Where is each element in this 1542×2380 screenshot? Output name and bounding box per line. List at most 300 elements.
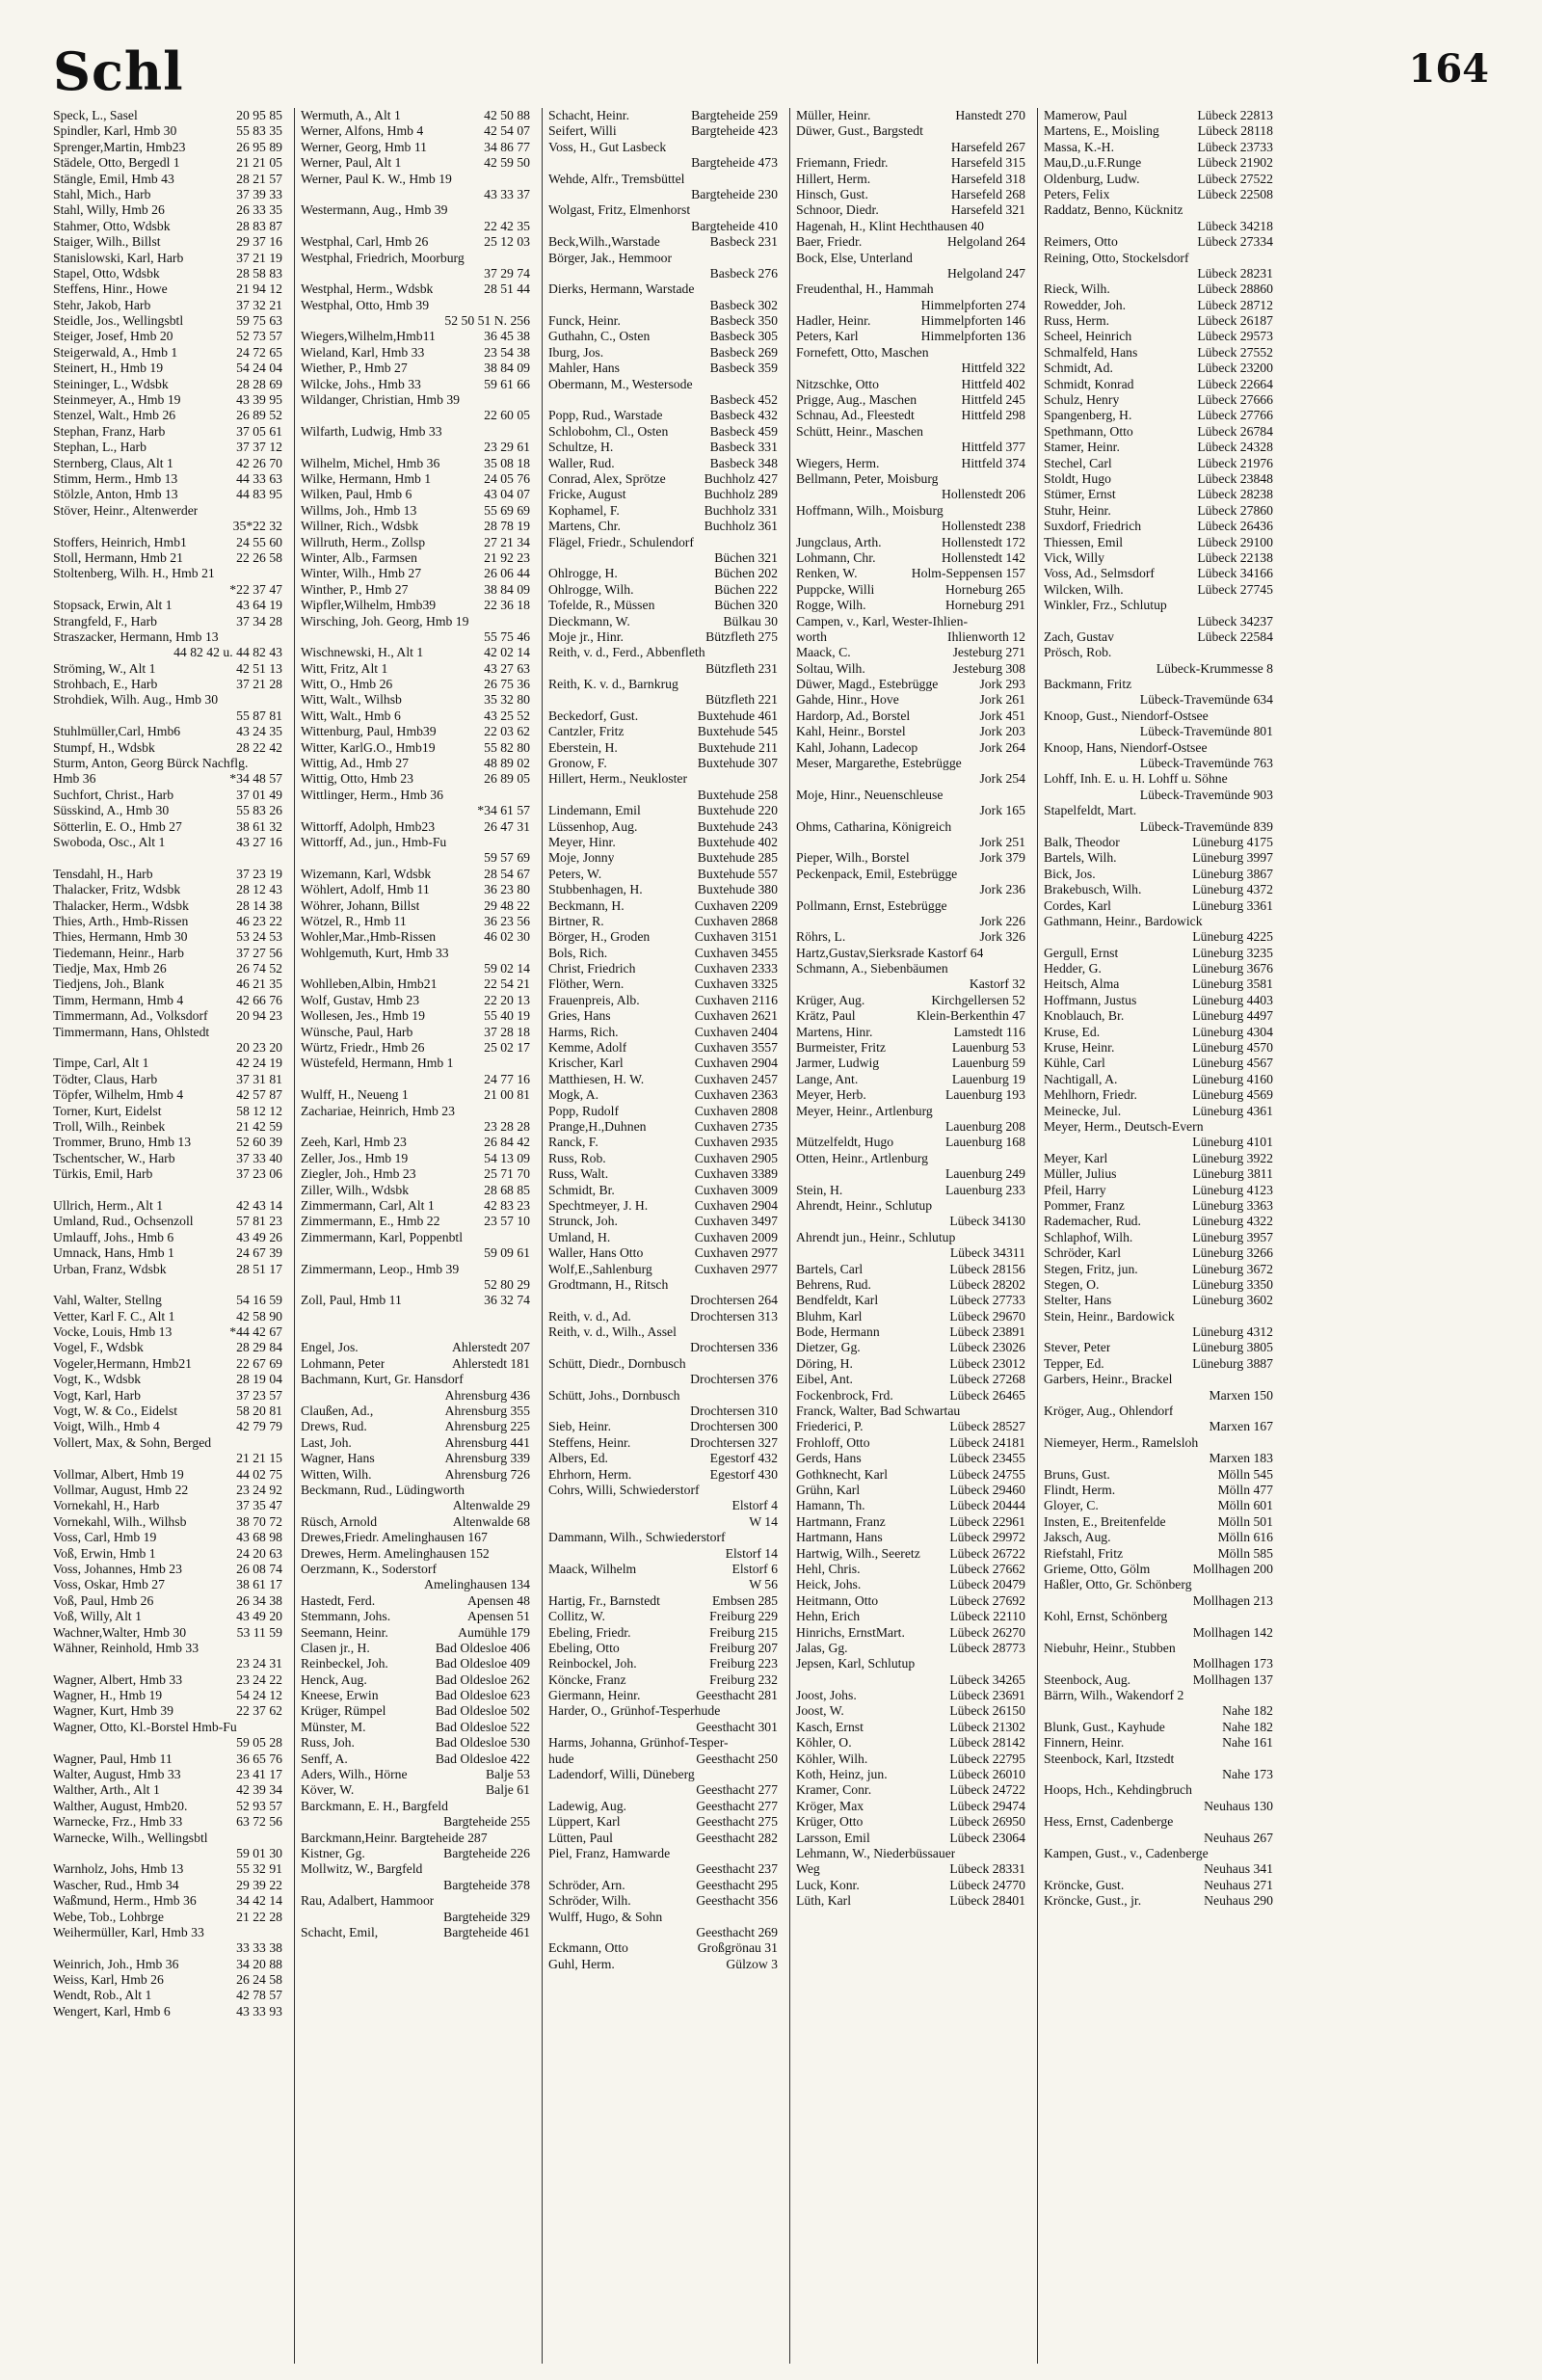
entry-name: Knoop, Gust., Niendorf-Ostsee [1044, 708, 1209, 723]
directory-entry [548, 1309, 778, 1324]
directory-entry [548, 1451, 778, 1466]
entry-number: Cuxhaven 2404 [694, 1024, 778, 1039]
entry-name: Walther, Arth., Alt 1 [53, 1782, 160, 1798]
directory-entry [796, 756, 1025, 771]
entry-name: Wascher, Rud., Hmb 34 [53, 1877, 179, 1892]
entry-name: Torner, Kurt, Eidelst [53, 1103, 162, 1118]
directory-entry [796, 1720, 1025, 1735]
entry-number: Lüneburg 4304 [1192, 1024, 1273, 1039]
entry-number: Lübeck 29972 [949, 1530, 1025, 1545]
directory-entry [53, 251, 282, 266]
directory-entry [548, 1720, 778, 1735]
entry-name: Fricke, August [548, 487, 626, 502]
entry-number: 55 87 81 [236, 708, 282, 723]
entry-name: Pommer, Franz [1044, 1197, 1125, 1213]
entry-number: 26 89 52 [236, 408, 282, 423]
directory-entry [53, 598, 282, 613]
entry-number: Lübeck 28238 [1197, 487, 1273, 502]
entry-number: Lauenburg 249 [945, 1166, 1025, 1182]
directory-entry [301, 692, 530, 708]
entry-number: Lübeck 24770 [949, 1877, 1025, 1892]
directory-entry [53, 1752, 282, 1767]
entry-number: Hittfeld 377 [961, 440, 1025, 455]
entry-name: Zimmermann, E., Hmb 22 [301, 1214, 440, 1229]
entry-number: Lübeck 22664 [1197, 376, 1273, 391]
directory-entry [301, 1340, 530, 1355]
directory-entry [53, 1183, 282, 1198]
entry-number: 28 58 83 [236, 265, 282, 281]
entry-number: 43 39 95 [236, 392, 282, 408]
column-4 [789, 108, 1025, 2364]
entry-name: Kruse, Heinr. [1044, 1040, 1115, 1056]
entry-number: Freiburg 207 [709, 1640, 778, 1655]
directory-entry [53, 1703, 282, 1719]
directory-entry [548, 1940, 778, 1956]
directory-entry [301, 172, 530, 187]
page-number: 164 [1408, 46, 1489, 92]
entry-number: Lübeck 24181 [949, 1434, 1025, 1450]
directory-entry [1044, 345, 1273, 361]
entry-number: Jork 379 [979, 850, 1025, 866]
entry-number: Lüneburg 3811 [1192, 1166, 1273, 1182]
entry-name: Ebeling, Otto [548, 1640, 620, 1655]
entry-name: Seemann, Heinr. [301, 1624, 388, 1640]
directory-entry [548, 1198, 778, 1214]
entry-number: Lübeck 27860 [1197, 502, 1273, 518]
directory-entry [796, 1324, 1025, 1340]
entry-number: Bad Oldesloe 422 [435, 1751, 530, 1766]
entry-number: 43 68 98 [236, 1530, 282, 1545]
directory-entry [548, 313, 778, 329]
entry-name: Vornekahl, H., Harb [53, 1498, 160, 1513]
directory-entry [53, 219, 282, 234]
directory-entry [548, 1546, 778, 1562]
directory-entry [796, 740, 1025, 756]
entry-number: Lübeck 29474 [949, 1798, 1025, 1813]
entry-number: Lübeck 29573 [1197, 329, 1273, 344]
entry-name: Mahler, Hans [548, 361, 620, 376]
entry-number: 23 24 22 [236, 1671, 282, 1687]
entry-number: Lübeck 26150 [949, 1703, 1025, 1719]
entry-name: Wagner, H., Hmb 19 [53, 1688, 163, 1703]
entry-number: Cuxhaven 2621 [694, 1008, 778, 1024]
entry-number: 58 20 81 [236, 1404, 282, 1419]
directory-entry [796, 471, 1025, 487]
entry-number: Kastorf 32 [969, 976, 1025, 992]
directory-entry [548, 867, 778, 882]
directory-entry [548, 819, 778, 835]
entry-name: Cohrs, Willi, Schwiederstorf [548, 1482, 700, 1497]
directory-entry [548, 408, 778, 423]
entry-number: 22 42 35 [484, 218, 530, 233]
directory-entry [796, 1514, 1025, 1530]
entry-number: Nahe 173 [1222, 1767, 1273, 1782]
entry-number: Basbeck 231 [709, 234, 778, 250]
directory-entry [548, 1782, 778, 1798]
entry-number: 53 24 53 [236, 929, 282, 945]
entry-name: Campen, v., Karl, Wester-Ihlien- [796, 613, 969, 628]
directory-entry [301, 835, 530, 850]
directory-entry [1044, 1893, 1273, 1909]
directory-entry [796, 1656, 1025, 1671]
entry-number: Lübeck 23026 [949, 1340, 1025, 1355]
directory-entry [53, 1277, 282, 1293]
directory-entry [796, 251, 1025, 266]
entry-name: Kröncke, Gust., jr. [1044, 1893, 1142, 1909]
entry-number [526, 1530, 530, 1545]
entry-number: 22 67 69 [236, 1355, 282, 1371]
entry-name: Behrens, Rud. [796, 1276, 871, 1292]
entry-name: Koth, Heinz, jun. [796, 1767, 888, 1782]
entry-name: Stuhr, Heinr. [1044, 502, 1111, 518]
entry-name: Hardorp, Ad., Borstel [796, 708, 911, 723]
entry-name: Scheel, Heinrich [1044, 329, 1132, 344]
entry-number: Drochtersen 376 [690, 1372, 778, 1387]
directory-entry [548, 392, 778, 408]
entry-number: 42 54 07 [484, 123, 530, 139]
entry-number: Neuhaus 267 [1204, 1830, 1273, 1845]
entry-name: Nitzschke, Otto [796, 376, 879, 391]
entry-number [774, 1483, 778, 1498]
entry-number: Büchen 202 [714, 566, 778, 581]
entry-name: Wötzel, R., Hmb 11 [301, 913, 407, 928]
entry-number: Elstorf 4 [731, 1498, 778, 1513]
entry-number: 44 83 95 [236, 487, 282, 502]
entry-number: Lüneburg 3602 [1192, 1293, 1273, 1308]
directory-entry [1044, 281, 1273, 297]
entry-name: Bärrn, Wilh., Wakendorf 2 [1044, 1688, 1184, 1703]
entry-number: 59 57 69 [484, 850, 530, 866]
entry-name: Waßmund, Herm., Hmb 36 [53, 1893, 197, 1909]
directory-entry [796, 1435, 1025, 1451]
entry-name: Witter, KarlG.O., Hmb19 [301, 739, 436, 755]
entry-number: Lauenburg 193 [945, 1087, 1025, 1103]
entry-name: Aders, Wilh., Hörne [301, 1767, 408, 1782]
directory-entry [1044, 1324, 1273, 1340]
entry-number: 42 51 13 [236, 660, 282, 676]
directory-entry [548, 677, 778, 692]
entry-name: Ziegler, Joh., Hmb 23 [301, 1166, 416, 1182]
entry-number: Basbeck 432 [709, 408, 778, 423]
entry-number: Apensen 48 [466, 1592, 530, 1608]
entry-name: Giermann, Heinr. [548, 1688, 641, 1703]
directory-entry [301, 1861, 530, 1877]
directory-entry [301, 266, 530, 281]
entry-name: Düwer, Gust., Bargstedt [796, 123, 923, 139]
entry-name: Sötterlin, E. O., Hmb 27 [53, 818, 182, 834]
directory-entry [1044, 1151, 1273, 1166]
entry-number: Mollhagen 213 [1192, 1592, 1273, 1608]
directory-entry [796, 1072, 1025, 1087]
entry-number: 54 13 09 [484, 1150, 530, 1165]
entry-name: Drewes,Friedr. Amelinghausen 167 [301, 1530, 488, 1545]
entry-number [1269, 202, 1273, 218]
entry-name: Hoffmann, Wilh., Moisburg [796, 502, 944, 518]
entry-name: Werner, Paul K. W., Hmb 19 [301, 171, 452, 186]
directory-entry [53, 1957, 282, 1972]
entry-name: Speck, L., Sasel [53, 108, 138, 122]
entry-name: Thies, Arth., Hmb-Rissen [53, 913, 189, 928]
entry-number: Cuxhaven 2363 [694, 1087, 778, 1103]
entry-number: Büchen 321 [714, 549, 778, 565]
entry-number: Jork 451 [979, 708, 1025, 723]
entry-number: Cuxhaven 2977 [694, 1261, 778, 1276]
entry-name: Winter, Alb., Farmsen [301, 549, 417, 565]
entry-number: Geesthacht 237 [696, 1861, 778, 1877]
entry-number: 23 24 31 [236, 1656, 282, 1671]
entry-name: Timmermann, Ad., Volksdorf [53, 1008, 208, 1024]
entry-number [1022, 1846, 1025, 1861]
entry-name: Stoll, Hermann, Hmb 21 [53, 549, 183, 565]
entry-name: Peters, Karl [796, 329, 859, 344]
entry-name: Wöhlert, Adolf, Hmb 11 [301, 882, 430, 897]
directory-entry [796, 1641, 1025, 1656]
entry-name: Suchfort, Christ., Harb [53, 787, 174, 802]
entry-number: Basbeck 302 [709, 297, 778, 312]
entry-name: Frauenpreis, Alb. [548, 992, 640, 1007]
directory-entry [548, 598, 778, 613]
directory-entry [796, 408, 1025, 423]
entry-name: Hillert, Herm. [796, 171, 871, 186]
entry-number: Lübeck 34130 [949, 1214, 1025, 1229]
entry-number: Helgoland 247 [947, 265, 1025, 281]
entry-number: Lüneburg 3997 [1192, 850, 1273, 866]
directory-entry [796, 1198, 1025, 1214]
directory-entry [53, 1483, 282, 1498]
entry-name: Grühn, Karl [796, 1482, 861, 1497]
entry-number: Jork 261 [979, 692, 1025, 708]
directory-entry [796, 266, 1025, 281]
entry-name: Zimmermann, Carl, Alt 1 [301, 1197, 435, 1213]
entry-number: Lüneburg 4567 [1192, 1056, 1273, 1071]
directory-entry [548, 329, 778, 344]
entry-number: Bützfleth 231 [705, 660, 778, 676]
directory-entry [796, 281, 1025, 297]
entry-name: Lütten, Paul [548, 1830, 613, 1845]
entry-name: Wittig, Otto, Hmb 23 [301, 771, 413, 787]
entry-number: 21 00 81 [484, 1087, 530, 1103]
entry-name: Werner, Alfons, Hmb 4 [301, 123, 424, 139]
entry-number: Geesthacht 282 [696, 1830, 778, 1845]
entry-number: 37 23 06 [236, 1166, 282, 1182]
entry-number [1022, 614, 1025, 629]
entry-number: 59 61 66 [484, 376, 530, 391]
entry-number: Nahe 182 [1222, 1703, 1273, 1719]
entry-number: Geesthacht 281 [696, 1688, 778, 1703]
entry-name: Drews, Rud. [301, 1419, 367, 1434]
directory-entry [796, 108, 1025, 123]
entry-name: Hartmann, Hans [796, 1530, 883, 1545]
directory-entry [53, 1166, 282, 1182]
entry-number: Lübeck-Travemünde 763 [1139, 756, 1273, 771]
directory-entry [548, 1404, 778, 1419]
entry-number: Lüneburg 3676 [1192, 961, 1273, 976]
directory-entry [1044, 519, 1273, 534]
directory-entry [53, 835, 282, 850]
entry-number [1022, 281, 1025, 297]
entry-name: Wildanger, Christian, Hmb 39 [301, 392, 461, 408]
directory-entry [53, 487, 282, 502]
entry-number: Kirchgellersen 52 [931, 992, 1025, 1007]
entry-name: Voß, Paul, Hmb 26 [53, 1592, 154, 1608]
entry-number [1022, 946, 1025, 961]
directory-entry [796, 361, 1025, 376]
entry-name: Staiger, Wilh., Billst [53, 234, 161, 250]
directory-entry [53, 976, 282, 992]
entry-number: Lübeck 28401 [949, 1893, 1025, 1909]
directory-entry [548, 1625, 778, 1641]
directory-entry [301, 1388, 530, 1404]
entry-name: Hehn, Erich [796, 1609, 861, 1624]
entry-number: 28 78 19 [484, 519, 530, 534]
directory-entry [53, 408, 282, 423]
directory-entry [548, 1609, 778, 1624]
entry-number: Jork 251 [979, 834, 1025, 849]
entry-number: Lauenburg 233 [945, 1182, 1025, 1197]
entry-number: 43 24 35 [236, 724, 282, 739]
entry-number: Lübeck 26722 [949, 1545, 1025, 1561]
entry-name: Zimmermann, Leop., Hmb 39 [301, 1261, 460, 1276]
entry-name: Umland, Rud., Ochsenzoll [53, 1214, 194, 1229]
directory-entry [548, 234, 778, 250]
entry-name: Steenbock, Aug. [1044, 1671, 1131, 1687]
entry-number: 22 60 05 [484, 408, 530, 423]
directory-entry [301, 819, 530, 835]
directory-entry [548, 1245, 778, 1261]
directory-entry [796, 503, 1025, 519]
directory-entry [1044, 1467, 1273, 1483]
entry-number: 25 12 03 [484, 234, 530, 250]
entry-name: Wilcke, Johs., Hmb 33 [301, 376, 421, 391]
directory-entry [1044, 1262, 1273, 1277]
entry-name: Börger, Jak., Hemmoor [548, 250, 673, 265]
entry-name: Düwer, Magd., Estebrügge [796, 677, 939, 692]
entry-name: Flägel, Friedr., Schulendorf [548, 534, 694, 549]
directory-entry [301, 1703, 530, 1719]
directory-entry [301, 535, 530, 550]
directory-entry [301, 219, 530, 234]
entry-number: Neuhaus 290 [1204, 1893, 1273, 1909]
directory-entry [301, 487, 530, 502]
entry-number [1269, 1609, 1273, 1624]
entry-number [774, 1388, 778, 1404]
directory-entry [796, 692, 1025, 708]
directory-entry [301, 1230, 530, 1245]
entry-number: Hollenstedt 142 [941, 549, 1025, 565]
entry-number: Lübeck 27745 [1197, 581, 1273, 597]
directory-entry [53, 882, 282, 897]
directory-entry [301, 424, 530, 440]
entry-name: Wittig, Ad., Hmb 27 [301, 756, 409, 771]
directory-entry [796, 219, 1025, 234]
directory-entry [53, 1767, 282, 1782]
entry-name: Balk, Theodor [1044, 834, 1120, 849]
entry-number: 37 28 18 [484, 1024, 530, 1039]
entry-number: 55 32 91 [236, 1861, 282, 1877]
entry-name: Jalas, Gg. [796, 1640, 848, 1655]
entry-name: Witt, Fritz, Alt 1 [301, 660, 388, 676]
entry-number: 24 05 76 [484, 470, 530, 486]
entry-name: Peters, Felix [1044, 186, 1110, 201]
entry-number: 43 25 52 [484, 708, 530, 723]
entry-number: 28 22 42 [236, 739, 282, 755]
directory-entry [1044, 361, 1273, 376]
entry-number [774, 535, 778, 550]
entry-name: Ahrendt jun., Heinr., Schlutup [796, 1229, 956, 1244]
directory-entry [1044, 740, 1273, 756]
directory-entry [53, 645, 282, 660]
directory-entry [1044, 251, 1273, 266]
entry-number: Cuxhaven 2935 [694, 1135, 778, 1150]
directory-entry [548, 1104, 778, 1119]
entry-number: 37 37 12 [236, 440, 282, 455]
entry-name: Raddatz, Benno, Kücknitz [1044, 202, 1183, 218]
directory-entry [548, 692, 778, 708]
directory-entry [301, 1672, 530, 1688]
entry-number: 59 02 14 [484, 961, 530, 976]
directory-entry [1044, 1072, 1273, 1087]
entry-name: Ladendorf, Willi, Düneberg [548, 1767, 695, 1782]
entry-name: Luck, Konr. [796, 1877, 860, 1892]
directory-entry [53, 503, 282, 519]
directory-entry [301, 1467, 530, 1483]
entry-name: Dierks, Hermann, Warstade [548, 281, 695, 297]
entry-number [774, 1277, 778, 1293]
directory-entry [548, 629, 778, 645]
entry-number [1022, 345, 1025, 361]
entry-name: Grieme, Otto, Gölm [1044, 1561, 1151, 1576]
entry-name: Beck,Wilh.,Warstade [548, 234, 660, 250]
entry-number [279, 692, 282, 708]
entry-number: Ahrensburg 339 [444, 1451, 530, 1466]
entry-name: Stahl, Mich., Harb [53, 186, 151, 201]
entry-name: Schröder, Wilh. [548, 1893, 631, 1909]
entry-name: Ullrich, Herm., Alt 1 [53, 1197, 164, 1213]
entry-number: 22 03 62 [484, 724, 530, 739]
directory-entry [53, 1656, 282, 1671]
entry-number [774, 1735, 778, 1751]
directory-entry [301, 566, 530, 581]
entry-number [1022, 1656, 1025, 1671]
entry-number: 43 64 19 [236, 598, 282, 613]
directory-entry [796, 993, 1025, 1008]
entry-name: Joost, Johs. [796, 1688, 857, 1703]
directory-entry [796, 1593, 1025, 1609]
entry-number: 46 23 22 [236, 913, 282, 928]
directory-entry [548, 1703, 778, 1719]
entry-name: Stumpf, H., Wdsbk [53, 739, 155, 755]
directory-entry [53, 740, 282, 756]
entry-number: Bargteheide 410 [691, 218, 778, 233]
entry-number: 38 84 09 [484, 361, 530, 376]
entry-name: Wieland, Karl, Hmb 33 [301, 344, 425, 360]
entry-number: Lübeck 23848 [1197, 470, 1273, 486]
directory-entry [301, 155, 530, 171]
directory-entry [301, 1831, 530, 1846]
entry-name: Weinrich, Joh., Hmb 36 [53, 1956, 179, 1971]
directory-entry [1044, 1498, 1273, 1513]
directory-entry [301, 882, 530, 897]
entry-name: Niebuhr, Heinr., Stubben [1044, 1640, 1176, 1655]
entry-name: Sturm, Anton, Georg Bürck Nachflg. [53, 756, 249, 771]
entry-number: Marxen 167 [1209, 1419, 1273, 1434]
entry-number: Lüneburg 4312 [1192, 1324, 1273, 1340]
entry-number: Lübeck-Krummesse 8 [1156, 660, 1273, 676]
entry-name: Vick, Willy [1044, 549, 1105, 565]
entry-name: Schnau, Ad., Fleestedt [796, 408, 915, 423]
entry-number [1269, 645, 1273, 660]
entry-number: 46 02 30 [484, 929, 530, 945]
